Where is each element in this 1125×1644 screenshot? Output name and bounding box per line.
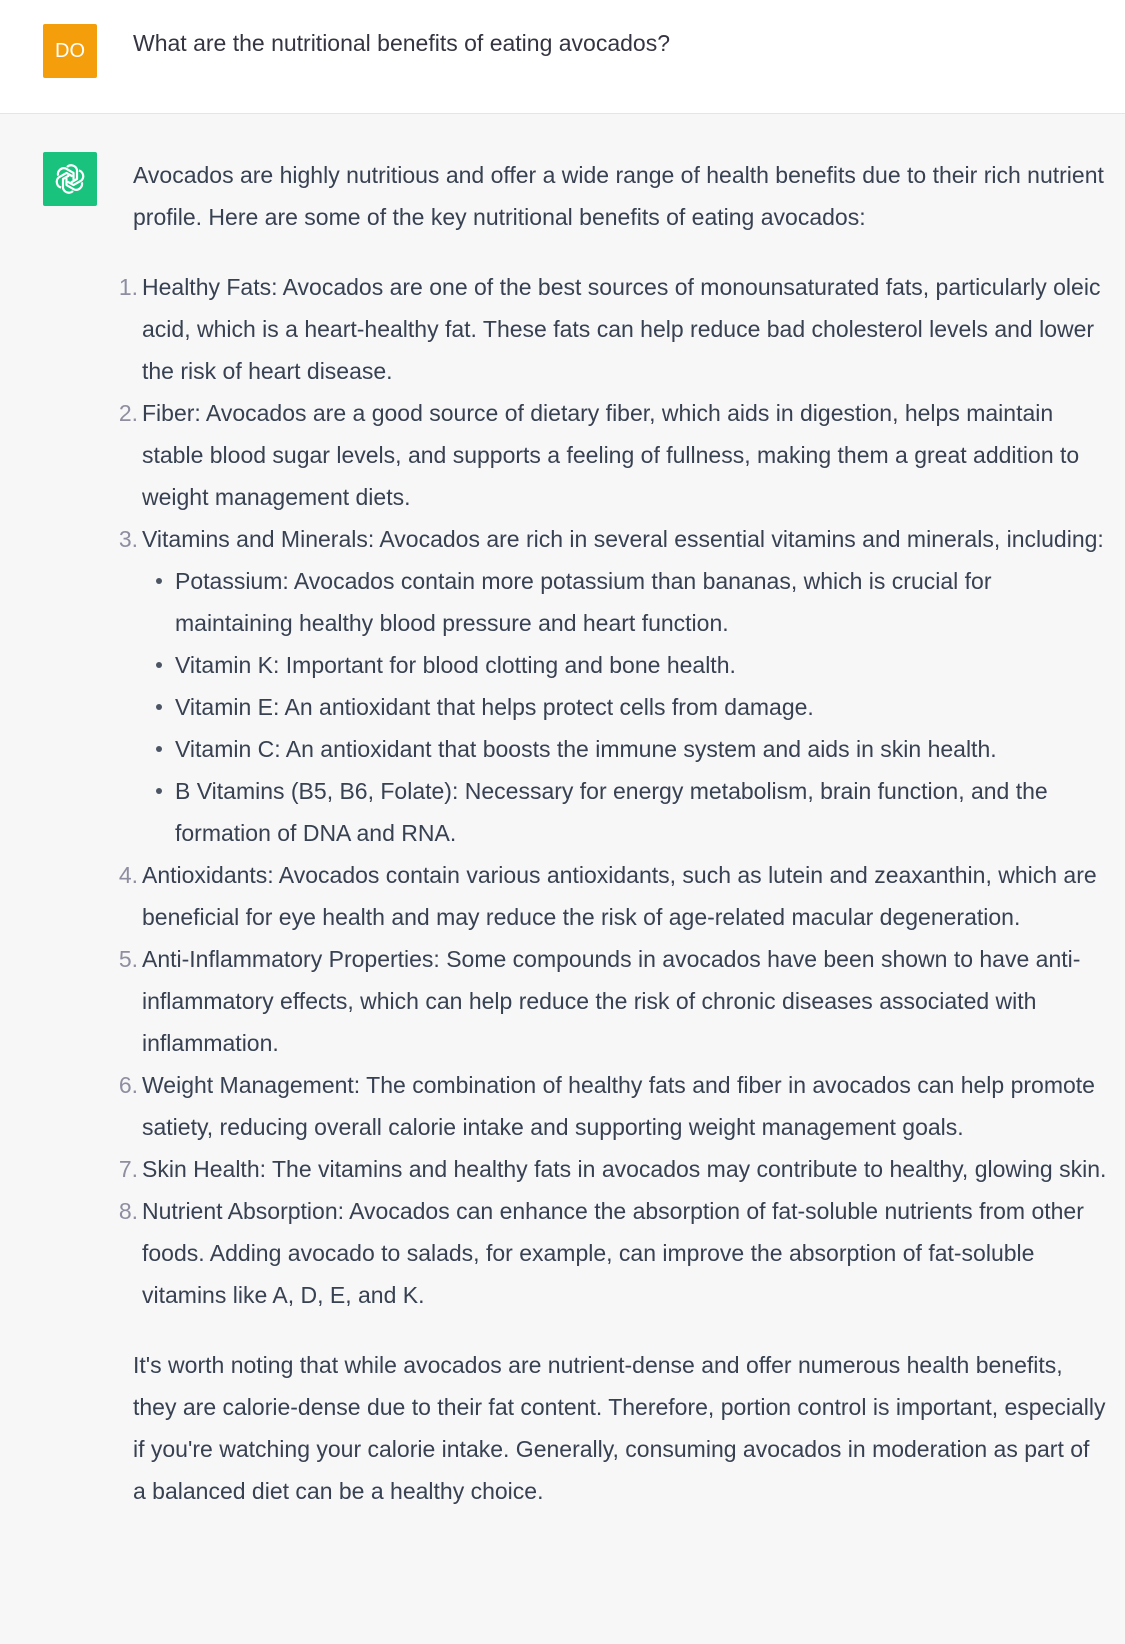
list-item-text: Weight Management: The combination of healthy fats and fiber in avocados can help promote satiety, reducing overall calorie intake and supporting weight management goals. [142, 1072, 1095, 1140]
list-item-text: Antioxidants: Avocados contain various antioxidants, such as lutein and zeaxanthin, which are beneficial for eye health and may reduce the risk of age-related macular degeneration. [142, 862, 1097, 930]
response-intro: Avocados are highly nutritious and offer a wide range of health benefits due to their rich nutrient profile. Here are some of the key nutritional benefits of eating avocados: [133, 162, 1104, 230]
user-message-row [0, 0, 1125, 114]
bullet-icon [156, 746, 162, 752]
list-number: 8. [118, 1198, 138, 1224]
sub-list-item [142, 686, 1108, 728]
list-item-text: Vitamins and Minerals: Avocados are rich in several essential vitamins and minerals, including: [142, 526, 1104, 552]
list-number: 4. [118, 862, 138, 888]
list-item [118, 392, 1108, 518]
assistant-response [118, 154, 1108, 1512]
list-item-text: Anti-Inflammatory Properties: Some compounds in avocados have been shown to have anti-inflammatory effects, which can help reduce the risk of chronic diseases associated with inflammation. [142, 946, 1081, 1056]
list-item [118, 938, 1108, 1064]
sub-list-item-text: Vitamin E: An antioxidant that helps protect cells from damage. [175, 694, 814, 720]
openai-logo-icon [43, 152, 97, 206]
list-number: 6. [118, 1072, 138, 1098]
list-item [118, 518, 1108, 854]
list-number: 2. [118, 400, 138, 426]
list-item [118, 1064, 1108, 1148]
user-avatar: DO [43, 24, 97, 78]
list-number: 1. [118, 274, 138, 300]
list-item [118, 1148, 1108, 1190]
vitamins-sublist [142, 560, 1108, 854]
list-item [118, 854, 1108, 938]
list-item [118, 266, 1108, 392]
sub-list-item [142, 644, 1108, 686]
sub-list-item-text: B Vitamins (B5, B6, Folate): Necessary for energy metabolism, brain function, and the formation of DNA and RNA. [175, 778, 1048, 846]
list-item [118, 1190, 1108, 1316]
list-item-text: Skin Health: The vitamins and healthy fats in avocados may contribute to healthy, glowing skin. [142, 1156, 1107, 1182]
benefits-list [118, 266, 1108, 1316]
sub-list-item-text: Potassium: Avocados contain more potassium than bananas, which is crucial for maintaining healthy blood pressure and heart function. [175, 568, 992, 636]
sub-list-item [142, 560, 1108, 644]
user-question: What are the nutritional benefits of eating avocados? [133, 30, 671, 56]
bullet-icon [156, 662, 162, 668]
bullet-icon [156, 578, 162, 584]
bullet-icon [156, 704, 162, 710]
list-number: 3. [118, 526, 138, 552]
response-outro: It's worth noting that while avocados are nutrient-dense and offer numerous health benefits, they are calorie-dense due to their fat content. Therefore, portion control is important, especially if you're watching your calorie intake. Generally, consuming avocados in moderation as part of a balanced diet can be a healthy choice. [133, 1352, 1106, 1504]
sub-list-item [142, 728, 1108, 770]
list-item-text: Fiber: Avocados are a good source of dietary fiber, which aids in digestion, helps maintain stable blood sugar levels, and supports a feeling of fullness, making them a great addition to weight management diets. [142, 400, 1080, 510]
sub-list-item-text: Vitamin K: Important for blood clotting and bone health. [175, 652, 736, 678]
list-number: 5. [118, 946, 138, 972]
list-number: 7. [118, 1156, 138, 1182]
bullet-icon [156, 788, 162, 794]
list-item-text: Nutrient Absorption: Avocados can enhance the absorption of fat-soluble nutrients from other foods. Adding avocado to salads, for example, can improve the absorption of fat-soluble vitamins like A, D, E, and K. [142, 1198, 1084, 1308]
sub-list-item [142, 770, 1108, 854]
sub-list-item-text: Vitamin C: An antioxidant that boosts the immune system and aids in skin health. [175, 736, 997, 762]
list-item-text: Healthy Fats: Avocados are one of the best sources of monounsaturated fats, particularly oleic acid, which is a heart-healthy fat. These fats can help reduce bad cholesterol levels and lower the risk of heart disease. [142, 274, 1101, 384]
